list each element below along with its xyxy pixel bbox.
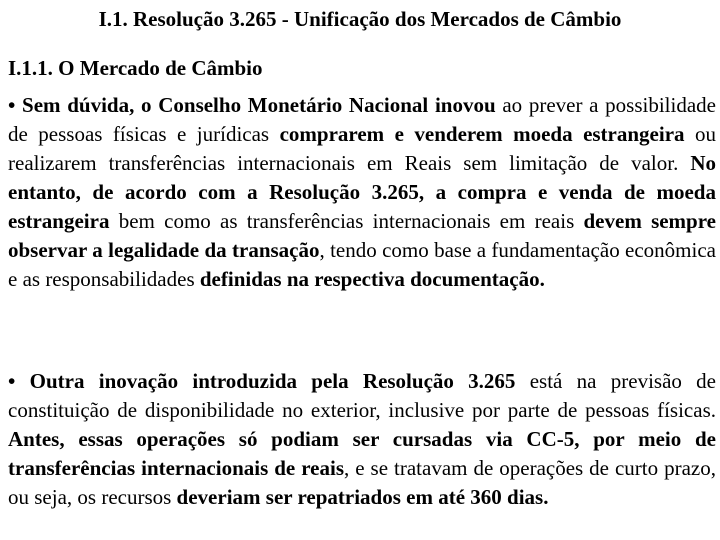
bold-text-segment: • Outra inovação introduzida pela Resolução 3.265: [8, 369, 516, 393]
text-segment: ou realizarem transferências internacionais em Reais sem limitação de valor.: [8, 122, 716, 175]
text-segment: está na previsão de constituição de disponibilidade no exterior, inclusive por parte de pessoas físicas.: [8, 369, 717, 422]
text-segment: ao prever a possibilidade de pessoas físicas e jurídicas: [8, 93, 716, 146]
paragraph-mercado-cambio: [8, 91, 716, 294]
section-subtitle: I.1.1. O Mercado de Câmbio: [8, 56, 263, 80]
bold-text-segment: • Sem dúvida, o Conselho Monetário Nacional inovou: [8, 93, 496, 117]
text-segment: , e se tratavam de operações de curto prazo, ou seja, os recursos: [8, 456, 716, 509]
bold-text-segment: Antes, essas operações só podiam ser cursadas via CC-5, por meio de transferências internacionais de reais: [8, 427, 716, 480]
bold-text-segment: deveriam ser repatriados em até 360 dias.: [176, 485, 549, 509]
text-segment: , tendo como base a fundamentação econômica e as responsabilidades: [8, 238, 716, 291]
paragraph-inovacao: [8, 367, 716, 512]
bold-text-segment: definidas na respectiva documentação.: [199, 267, 545, 291]
bold-text-segment: comprarem e venderem moeda estrangeira: [279, 122, 685, 146]
bold-text-segment: No entanto, de acordo com a Resolução 3.265, a compra e venda de moeda estrangeira: [8, 151, 716, 233]
page-title: I.1. Resolução 3.265 - Unificação dos Mercados de Câmbio: [98, 7, 622, 31]
text-segment: bem como as transferências internacionais em reais: [109, 209, 584, 233]
bold-text-segment: devem sempre observar a legalidade da transação: [8, 209, 716, 262]
